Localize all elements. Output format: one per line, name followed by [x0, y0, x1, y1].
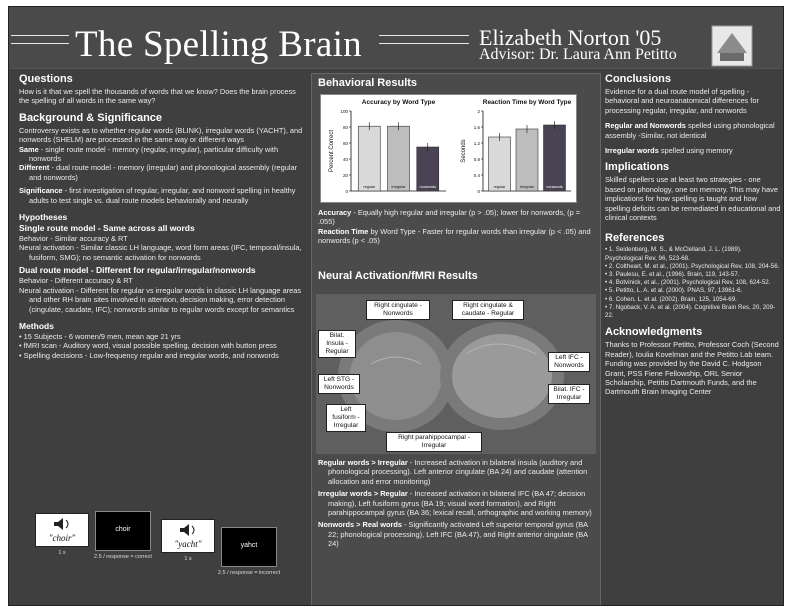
- speaker-icon: [52, 517, 72, 531]
- fmri-label: Right cingulate & caudate - Regular: [452, 300, 524, 320]
- y-tick-label: 0.4: [473, 173, 480, 178]
- accuracy-result: Accuracy - Equally high regular and irregular (p > .05); lower for nonwords, (p = .055): [318, 208, 581, 227]
- y-tick-label: 0: [477, 189, 480, 194]
- title-rule-left: [11, 35, 69, 36]
- college-seal-icon: [709, 23, 755, 69]
- y-axis-label: Seconds: [461, 139, 467, 163]
- poster: [8, 6, 784, 606]
- dual-route-heading: Dual route model - Different for regular/irregular/nonwords: [19, 265, 256, 276]
- fmri-text: [318, 458, 596, 549]
- fmri-heading: Neural Activation/fMRI Results: [318, 270, 478, 282]
- implications-heading: Implications: [605, 161, 670, 174]
- bar-irregular: [388, 126, 410, 191]
- y-tick-label: 60: [342, 141, 348, 146]
- stim-word: "choir": [48, 533, 76, 543]
- dual-behavior: Behavior - Different accuracy & RT: [19, 276, 133, 286]
- y-tick-label: 40: [342, 157, 348, 162]
- y-tick-label: 1.2: [473, 141, 480, 146]
- behavioral-heading: Behavioral Results: [318, 77, 418, 89]
- chart-title: Accuracy by Word Type: [361, 99, 436, 106]
- questions-heading: Questions: [19, 73, 73, 85]
- references-heading: References: [605, 232, 665, 245]
- fmri-label: Bilat. IFC - Irregular: [548, 384, 590, 404]
- y-tick-label: 80: [342, 125, 348, 130]
- speaker-icon: [178, 523, 198, 537]
- category-label: regular: [363, 185, 376, 189]
- y-tick-label: 0.8: [473, 157, 480, 162]
- bar-charts-svg: [321, 95, 578, 204]
- category-label: irregular: [391, 185, 406, 189]
- stim-word: choir: [115, 526, 131, 533]
- fmri-label: Bilat. Insula - Regular: [318, 330, 356, 358]
- background-text: Controversy exists as to whether regular words (BLINK), irregular words (YACHT), and nonwords (SHELM) are processed in the same way or different ways: [19, 125, 303, 145]
- stim-visual-choir: [95, 511, 151, 551]
- chart-title: Reaction Time by Word Type: [482, 99, 572, 106]
- reference-item: • 2. Coltheart, M. et al., (2001). Psychological Rev, 108, 204-56.: [605, 263, 781, 271]
- fmri-label: Right parahippocampal - Irregular: [386, 432, 482, 452]
- stim-caption: 2.5 / response = incorrect: [217, 570, 281, 576]
- bar-nonwords: [544, 125, 566, 191]
- hypotheses-heading: Hypotheses: [19, 212, 68, 223]
- regular-result: Regular words > Irregular - Increased activation in bilateral insula (auditory and phonological processing). Left anterior cingulate (BA 24) and caudate (attention allocation and error monitoring): [318, 458, 588, 486]
- significance-text: Significance - first investigation of regular, irregular, and nonword spelling in healthy adults to test single vs. dual route models behaviorally and neurally: [19, 186, 296, 205]
- reference-item: • 6. Cohen, L. et al. (2002). Brain, 125, 1054-69.: [605, 296, 781, 304]
- single-route-heading: Single route model - Same across all words: [19, 223, 195, 234]
- fmri-label: Left fusiform - Irregular: [326, 404, 366, 432]
- title-rule-left-2: [11, 43, 69, 44]
- background-heading: Background & Significance: [19, 111, 163, 124]
- irregular-result: Irregular words > Regular - Increased activation in bilateral IFC (BA 47; decision making), Left fusiform gyrus (BA 19; visual word formation), and Right parahippocampal gyrus (BA 36; lexical recall, orthographic and working memory): [318, 489, 592, 518]
- title-rule-right: [379, 35, 469, 36]
- stim-word: "yacht": [174, 539, 202, 549]
- right-column: [605, 73, 781, 397]
- reference-item: • 3. Paulesu, E. et al., (1996). Brain, 119, 143-57.: [605, 271, 781, 279]
- y-tick-label: 20: [342, 173, 348, 178]
- y-tick-label: 1.6: [473, 125, 480, 130]
- references-list: [605, 246, 781, 320]
- single-neural: Neural activation - Similar classic LH language, word form areas (IFC, temporal/insula, fusiform, SMG); no semantic activation for nonwords: [19, 243, 302, 262]
- y-tick-label: 2: [477, 109, 480, 114]
- reference-item: • 5. Petitto, L. A. et al. (2000). PNAS, 97, 13961-6.: [605, 287, 781, 295]
- author-name: Elizabeth Norton '05: [479, 25, 662, 50]
- acknowledgments-heading: Acknowledgments: [605, 326, 703, 339]
- reference-item: • 1. Seidenberg, M. S., & McClelland, J. L. (1989). Psychological Rev, 96, 523-68.: [605, 246, 781, 262]
- header: [9, 7, 784, 69]
- y-tick-label: 0: [345, 189, 348, 194]
- fmri-label: Right cingulate - Nonwords: [366, 300, 430, 320]
- category-label: regular: [493, 185, 506, 189]
- reference-item: • 7. Ngoback, V. A. et al. (2004). Cognitive Brain Res, 20, 209-22.: [605, 304, 781, 320]
- poster-title: The Spelling Brain: [75, 24, 362, 65]
- same-text: Same - single route model - memory (regular, irregular), particular difficulty with nonwords: [19, 144, 279, 164]
- methods-item: • Spelling decisions - Low-frequency regular and irregular words, and nonwords: [19, 351, 305, 360]
- reference-item: • 4. Botvinick, et al., (2001). Psychological Rev, 108, 624-52.: [605, 279, 781, 287]
- y-tick-label: 100: [340, 109, 348, 114]
- title-rule-right-2: [379, 43, 469, 44]
- conclusion-2: Regular and Nonwords spelled using phonological assembly -Similar, not identical: [605, 121, 775, 140]
- acknowledgments-text: Thanks to Professor Petitto, Professor Coch (Second Reader), Ioulia Kovelman and the Petitto Lab team. Funding was provided by the David C. Hodgson Grant, PSS Fiene Fellowship, ORL Senior Scholarship, Petitto Dartmouth Funds, and the Dartmouth Brain Imaging Center: [605, 340, 779, 397]
- stim-caption: 2.5 / response = correct: [94, 554, 152, 560]
- category-label: nonwords: [419, 185, 436, 189]
- behavioral-charts: [320, 94, 577, 203]
- stim-caption: 1 s: [184, 556, 192, 562]
- single-behavior: Behavior - Similar accuracy & RT: [19, 234, 128, 244]
- results-panel: [311, 73, 601, 606]
- methods-list: [19, 332, 305, 360]
- behavioral-text: [318, 208, 596, 246]
- dual-neural: Neural activation - Different for regular vs irregular words in classic LH language areas and other RH brain sites involved in attention, decision making, error detection (cingulate, caudate, IFC); nonwords similar to regular words except for semantics: [19, 285, 302, 314]
- advisor-name: Advisor: Dr. Laura Ann Petitto: [479, 46, 677, 63]
- category-label: nonwords: [546, 185, 563, 189]
- fmri-brain-images: [316, 294, 596, 454]
- conclusions-heading: Conclusions: [605, 73, 672, 85]
- bar-irregular: [516, 129, 538, 191]
- methods-heading: Methods: [19, 320, 54, 331]
- left-column: [19, 73, 305, 360]
- bar-regular: [358, 126, 380, 191]
- stim-audio-yacht: [161, 519, 215, 553]
- fmri-label: Left STG - Nonwords: [318, 374, 360, 394]
- different-text: Different - dual route model - memory (irregular) and phonological assembly (regular and nonwords): [19, 163, 298, 182]
- bar-regular: [489, 137, 511, 191]
- methods-item: • fMRI scan - Auditory word, visual possible spelling, decision with button press: [19, 341, 305, 350]
- conclusion-1: Evidence for a dual route model of spelling - behavioral and neuroanatomical differences for processing regular, irregular, and nonwords: [605, 87, 759, 115]
- category-label: irregular: [520, 185, 534, 189]
- stim-audio-choir: [35, 513, 89, 547]
- stim-caption: 1 s: [58, 550, 66, 556]
- implications-text: Skilled spellers use at least two strategies - one based on phonology, one on memory. This may have implications for how spelling is taught and how spelling deficits can be remediated in educational and clinical contexts: [605, 175, 781, 223]
- stim-word: yahct: [240, 542, 258, 549]
- questions-text: How is it that we spell the thousands of words that we know? Does the brain process the spelling of all words in the same way?: [19, 87, 296, 106]
- nonword-result: Nonwords > Real words - Significantly activated Left superior temporal gyrus (BA 22; phonological processing), Left IFC (BA 47), and Right anterior cingulate (BA 24): [318, 520, 588, 549]
- methods-item: • 15 Subjects - 6 women/9 men, mean age 21 yrs: [19, 332, 305, 341]
- fmri-label: Left IFC - Nonwords: [548, 352, 590, 372]
- conclusion-3: Irregular words spelled using memory: [605, 146, 733, 156]
- y-axis-label: Percent Correct: [329, 129, 335, 173]
- rt-result: Reaction Time by Word Type - Faster for regular words than irregular (p < .05) and nonwords (p < .05): [318, 226, 591, 246]
- stim-visual-yahct: [221, 527, 277, 567]
